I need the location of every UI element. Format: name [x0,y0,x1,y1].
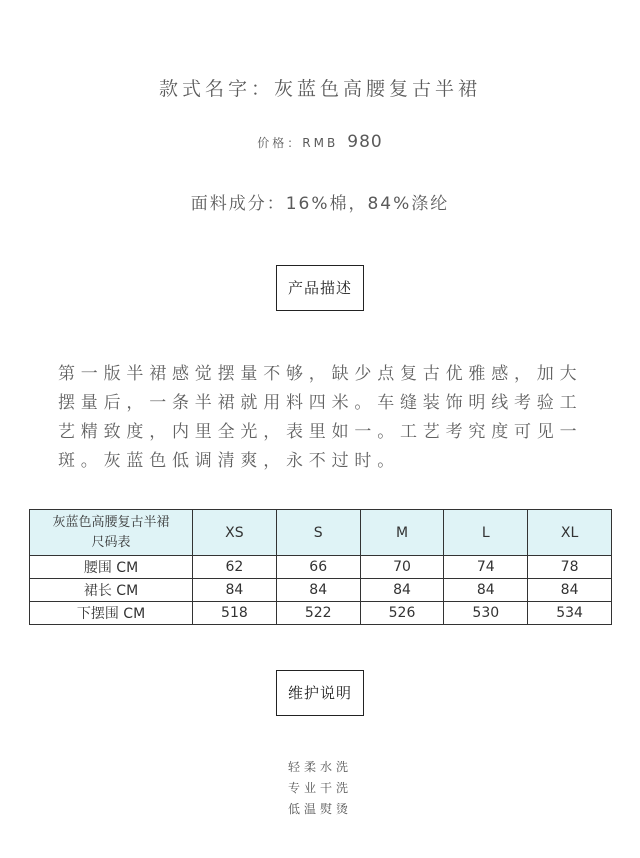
size-header: XS [193,510,277,556]
size-header: L [444,510,528,556]
table-cell: 84 [528,579,612,602]
table-cell: 66 [276,556,360,579]
price-value: 980 [347,132,383,152]
table-cell: 70 [360,556,444,579]
product-name: 款式名字：灰蓝色高腰复古半裙 [158,78,481,100]
care-item: 轻柔水洗 [287,760,352,774]
table-cell: 518 [193,602,277,625]
size-chart-title-line2: 尺码表 [91,534,131,550]
size-chart-title-line1: 灰蓝色高腰复古半裙 [52,514,170,530]
care-item: 专业干洗 [287,781,352,795]
size-header: S [276,510,360,556]
table-row [30,579,612,602]
table-cell: 78 [528,556,612,579]
table-cell: 84 [360,579,444,602]
section-title-care: 维护说明 [276,670,364,716]
care-instructions [0,757,640,820]
row-label: 下摆围 CM [30,602,193,625]
table-cell: 526 [360,602,444,625]
table-row [30,556,612,579]
material-composition: 面料成分：16%棉，84%涤纶 [190,194,450,214]
row-label: 裙长 CM [30,579,193,602]
table-cell: 534 [528,602,612,625]
row-label: 腰围 CM [30,556,193,579]
table-cell: 522 [276,602,360,625]
price-label: 价格：RMB [257,136,339,150]
table-cell: 84 [444,579,528,602]
table-cell: 84 [276,579,360,602]
care-item: 低温熨烫 [287,802,352,816]
size-chart-title [30,510,193,556]
size-header: M [360,510,444,556]
size-chart-header-row [30,510,612,556]
product-description: 第一版半裙感觉摆量不够，缺少点复古优雅感，加大摆量后，一条半裙就用料四米。车缝装饰明线考验工艺精致度，内里全光，表里如一。工艺考究度可见一斑。灰蓝色低调清爽，永不过时。 [58,364,583,471]
table-cell: 84 [193,579,277,602]
table-cell: 62 [193,556,277,579]
size-header: XL [528,510,612,556]
table-cell: 74 [444,556,528,579]
price [0,132,640,152]
table-cell: 530 [444,602,528,625]
size-chart [29,509,612,625]
table-row [30,602,612,625]
section-title-description: 产品描述 [276,265,364,311]
